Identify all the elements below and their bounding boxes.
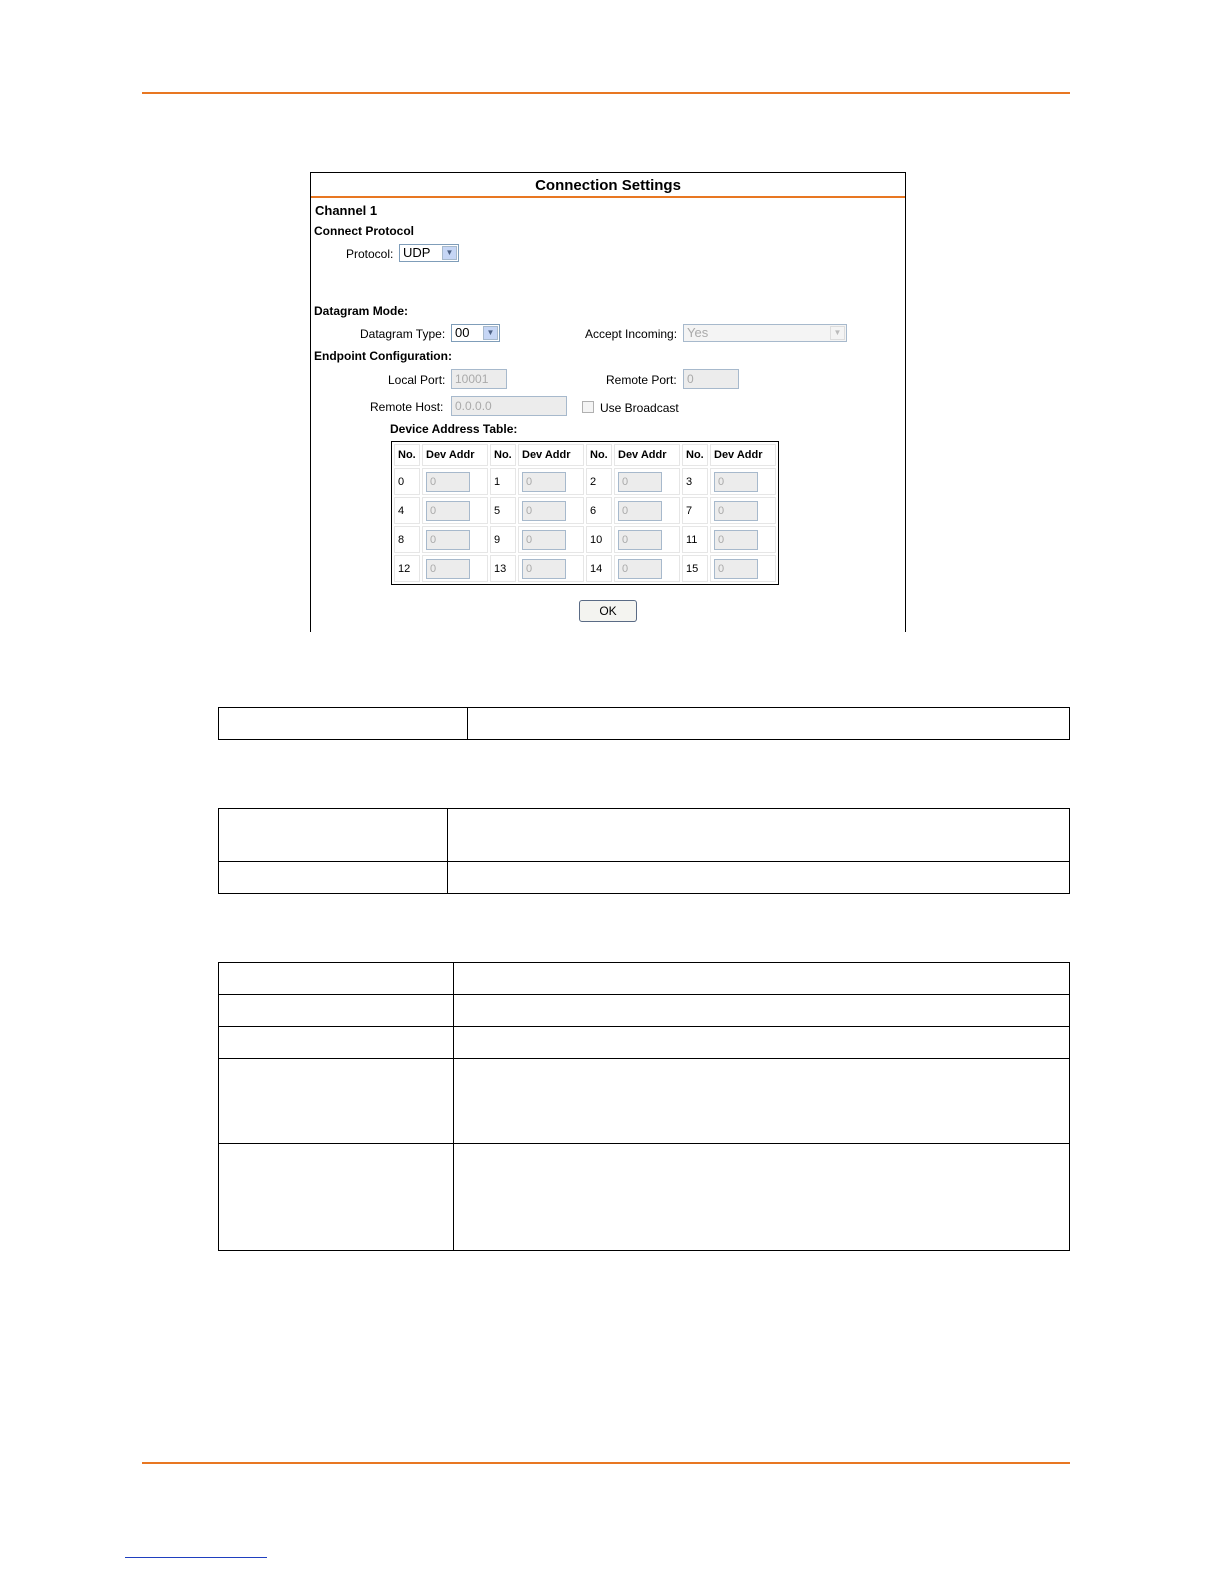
chevron-down-icon: ▼ bbox=[483, 326, 498, 340]
datagram-type-label: Datagram Type: bbox=[360, 327, 446, 341]
remote-port-label: Remote Port: bbox=[606, 373, 677, 387]
device-number: 7 bbox=[682, 497, 708, 524]
table-row bbox=[219, 963, 1070, 995]
device-address-cell bbox=[614, 555, 680, 582]
remote-host-input[interactable]: 0.0.0.0 bbox=[451, 396, 567, 416]
table-row bbox=[219, 862, 1070, 894]
table-cell bbox=[448, 862, 1070, 894]
doc-table-1 bbox=[218, 707, 1070, 740]
doc-table-2 bbox=[218, 808, 1070, 894]
footer-link-underline[interactable] bbox=[125, 1557, 267, 1558]
table-cell bbox=[454, 1027, 1070, 1059]
device-number: 8 bbox=[394, 526, 420, 553]
device-address-input[interactable]: 0 bbox=[714, 530, 758, 550]
table-row bbox=[394, 555, 776, 582]
table-cell bbox=[454, 963, 1070, 995]
protocol-select[interactable] bbox=[399, 244, 459, 262]
device-number: 14 bbox=[586, 555, 612, 582]
device-address-input[interactable]: 0 bbox=[522, 559, 566, 579]
device-address-cell bbox=[710, 497, 776, 524]
column-header: No. bbox=[586, 444, 612, 466]
table-row bbox=[394, 468, 776, 495]
device-address-input[interactable]: 0 bbox=[522, 501, 566, 521]
table-cell bbox=[219, 1144, 454, 1251]
footer-rule bbox=[142, 1462, 1070, 1464]
column-header: Dev Addr bbox=[422, 444, 488, 466]
device-number: 10 bbox=[586, 526, 612, 553]
device-number: 6 bbox=[586, 497, 612, 524]
device-address-cell bbox=[422, 526, 488, 553]
device-address-input[interactable]: 0 bbox=[618, 501, 662, 521]
device-address-table bbox=[391, 441, 779, 585]
table-cell bbox=[219, 1059, 454, 1144]
device-address-input[interactable]: 0 bbox=[618, 530, 662, 550]
chevron-down-icon: ▼ bbox=[442, 246, 457, 260]
device-address-input[interactable]: 0 bbox=[618, 559, 662, 579]
connect-protocol-heading: Connect Protocol bbox=[314, 224, 415, 238]
device-number: 1 bbox=[490, 468, 516, 495]
device-address-cell bbox=[710, 468, 776, 495]
table-cell bbox=[219, 708, 468, 740]
column-header: Dev Addr bbox=[710, 444, 776, 466]
datagram-mode-heading: Datagram Mode: bbox=[314, 304, 409, 318]
ok-button[interactable]: OK bbox=[579, 600, 637, 622]
device-address-input[interactable]: 0 bbox=[426, 530, 470, 550]
table-row bbox=[219, 1059, 1070, 1144]
device-address-input[interactable]: 0 bbox=[714, 501, 758, 521]
device-number: 3 bbox=[682, 468, 708, 495]
connection-settings-panel bbox=[310, 172, 906, 632]
device-number: 12 bbox=[394, 555, 420, 582]
table-cell bbox=[454, 1059, 1070, 1144]
remote-host-label: Remote Host: bbox=[370, 400, 444, 414]
channel-heading: Channel 1 bbox=[315, 203, 378, 218]
protocol-value: UDP bbox=[403, 245, 431, 260]
table-cell bbox=[219, 995, 454, 1027]
device-address-table-heading: Device Address Table: bbox=[390, 422, 518, 436]
device-number: 11 bbox=[682, 526, 708, 553]
datagram-type-select[interactable] bbox=[451, 324, 500, 342]
accept-incoming-label: Accept Incoming: bbox=[585, 327, 678, 341]
table-cell bbox=[219, 963, 454, 995]
table-row bbox=[394, 497, 776, 524]
device-address-cell bbox=[614, 468, 680, 495]
chevron-down-icon: ▼ bbox=[830, 326, 845, 340]
column-header: No. bbox=[394, 444, 420, 466]
device-address-cell bbox=[422, 555, 488, 582]
table-cell bbox=[219, 1027, 454, 1059]
device-number: 15 bbox=[682, 555, 708, 582]
table-cell bbox=[219, 862, 448, 894]
device-address-input[interactable]: 0 bbox=[618, 472, 662, 492]
device-number: 0 bbox=[394, 468, 420, 495]
device-address-cell bbox=[518, 555, 584, 582]
table-cell bbox=[454, 1144, 1070, 1251]
title-underline bbox=[311, 196, 905, 198]
device-address-input[interactable]: 0 bbox=[522, 530, 566, 550]
datagram-type-value: 00 bbox=[455, 325, 470, 340]
device-address-input[interactable]: 0 bbox=[522, 472, 566, 492]
device-address-input[interactable]: 0 bbox=[714, 472, 758, 492]
device-number: 2 bbox=[586, 468, 612, 495]
endpoint-configuration-heading: Endpoint Configuration: bbox=[314, 349, 452, 363]
local-port-label: Local Port: bbox=[388, 373, 446, 387]
table-header-row bbox=[394, 444, 776, 466]
device-address-input[interactable]: 0 bbox=[426, 501, 470, 521]
device-address-cell bbox=[422, 497, 488, 524]
doc-table-3 bbox=[218, 962, 1070, 1251]
table-row bbox=[219, 995, 1070, 1027]
protocol-label: Protocol: bbox=[346, 247, 394, 261]
device-address-cell bbox=[422, 468, 488, 495]
table-cell bbox=[468, 708, 1070, 740]
device-address-cell bbox=[518, 497, 584, 524]
device-address-input[interactable]: 0 bbox=[714, 559, 758, 579]
remote-port-input[interactable]: 0 bbox=[683, 369, 739, 389]
header-rule bbox=[142, 92, 1070, 94]
device-address-cell bbox=[518, 468, 584, 495]
use-broadcast-checkbox[interactable] bbox=[582, 401, 594, 413]
table-row bbox=[219, 809, 1070, 862]
device-address-input[interactable]: 0 bbox=[426, 559, 470, 579]
table-row bbox=[394, 526, 776, 553]
device-address-cell bbox=[614, 526, 680, 553]
device-address-cell bbox=[710, 555, 776, 582]
device-number: 13 bbox=[490, 555, 516, 582]
table-row bbox=[219, 1027, 1070, 1059]
table-cell bbox=[448, 809, 1070, 862]
device-address-cell bbox=[710, 526, 776, 553]
column-header: No. bbox=[490, 444, 516, 466]
table-row bbox=[219, 1144, 1070, 1251]
table-cell bbox=[219, 809, 448, 862]
device-number: 5 bbox=[490, 497, 516, 524]
accept-incoming-select[interactable] bbox=[683, 324, 847, 342]
device-number: 9 bbox=[490, 526, 516, 553]
local-port-input[interactable]: 10001 bbox=[451, 369, 507, 389]
panel-title: Connection Settings bbox=[535, 177, 681, 194]
column-header: Dev Addr bbox=[614, 444, 680, 466]
table-row bbox=[219, 708, 1070, 740]
device-address-input[interactable]: 0 bbox=[426, 472, 470, 492]
device-number: 4 bbox=[394, 497, 420, 524]
device-address-cell bbox=[518, 526, 584, 553]
accept-incoming-value: Yes bbox=[687, 325, 709, 340]
device-address-cell bbox=[614, 497, 680, 524]
use-broadcast-label: Use Broadcast bbox=[600, 401, 679, 415]
column-header: No. bbox=[682, 444, 708, 466]
column-header: Dev Addr bbox=[518, 444, 584, 466]
table-cell bbox=[454, 995, 1070, 1027]
